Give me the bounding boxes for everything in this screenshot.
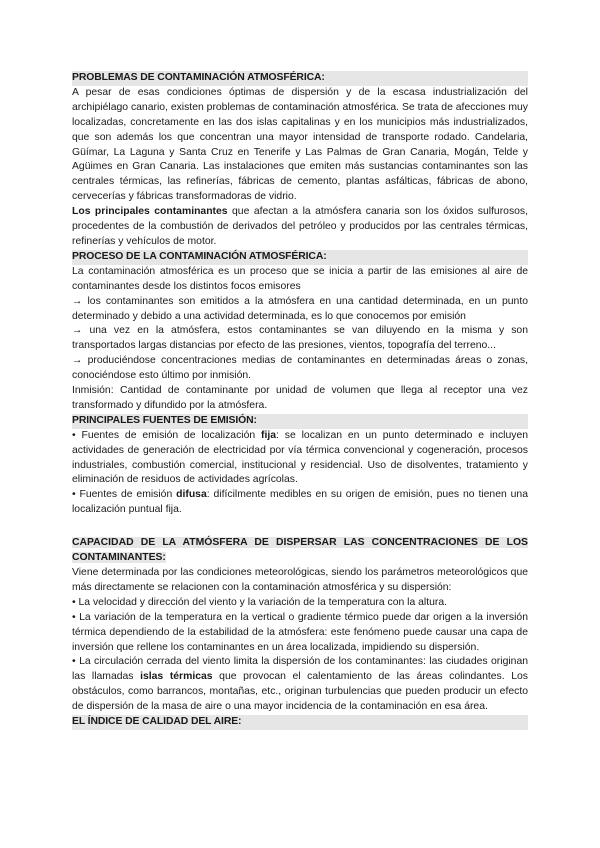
paragraph-inmision-step: → produciéndose concentraciones medias de contaminantes en determinadas áreas o zonas, conociéndose esto último por inmisión. (72, 355, 528, 382)
text-difusa-post: : difícilmente medibles en su origen de emisión, pues no tienen una localización puntual fija. (72, 489, 528, 516)
list-item-fuente-difusa (72, 488, 528, 518)
bold-islas-termicas: islas térmicas (140, 671, 213, 683)
heading-capacidad-wrapper (72, 536, 528, 566)
section-spacer (72, 518, 528, 536)
heading-capacidad: CAPACIDAD DE LA ATMÓSFERA DE DISPERSAR LAS CONCENTRACIONES DE LOS CONTAMINANTES: (72, 537, 528, 564)
text-fija-post: : se localizan en un punto determinado e incluyen actividades de generación de electricidad por vía térmica convencional y cogeneración, procesos industriales, combustión comercial, institucional y residencial. Uso de disolventes, tratamiento y eliminación de residuos de actividades agrícolas. (72, 429, 528, 486)
paragraph-emision-step: → los contaminantes son emitidos a la atmósfera en una cantidad determinada, en un punto determinado y debido a una actividad determinada, es lo que conocemos por emisión (72, 295, 528, 322)
list-item-circulacion (72, 655, 528, 715)
heading-problemas: PROBLEMAS DE CONTAMINACIÓN ATMOSFÉRICA: (72, 71, 528, 86)
list-item-gradiente: • La variación de la temperatura en la vertical o gradiente térmico puede dar origen a la inversión térmica dependiendo de la estabilidad de la atmósfera: este fenómeno puede causar una capa de inversión que rellene los contaminantes en un área localizada, impidiendo su dispersión. (72, 611, 528, 653)
text-circulacion-pre: • La circulación cerrada del viento limita la dispersión de los contaminantes: las ciudades originan las llamadas (72, 656, 528, 683)
text-contaminantes-rest: que afectan a la atmósfera canaria son los óxidos sulfurosos, procedentes de la combustión de derivados del petróleo y producidos por las centrales térmicas, refinerías y vehículos de motor. (72, 206, 529, 247)
list-item-fuente-fija (72, 429, 528, 489)
text-difusa-pre: • Fuentes de emisión (72, 489, 177, 501)
paragraph-problemas: A pesar de esas condiciones óptimas de dispersión y de la escasa industrialización del archipiélago canario, existen problemas de contaminación atmosférica. Se trata de afecciones muy localizadas, concretamente en las dos islas capitalinas y en los municipios más industrializados, que son además los que concentran una mayor intensidad de transporte rodado. Candelaria, Güímar, La Laguna y Santa Cruz en Tenerife y Las Palmas de Gran Canaria, Mogán, Telde y Agüimes en Gran Canaria. Las instalaciones que emiten más sustancias contaminantes son las centrales térmicas, las refinerías, fábricas de cemento, plantas asfálticas, fábricas de abono, cervecerías y fábricas transformadoras de vidrio. (72, 86, 528, 203)
list-item-viento: • La velocidad y dirección del viento y la variación de la temperatura con la altura. (72, 596, 448, 608)
paragraph-inmision-definition: Inmisión: Cantidad de contaminante por unidad de volumen que llega al receptor una vez transformado y difundido por la atmósfera. (72, 385, 528, 411)
heading-indice-calidad: EL ÍNDICE DE CALIDAD DEL AIRE: (72, 715, 528, 730)
paragraph-capacidad-intro: Viene determinada por las condiciones meteorológicas, siendo los parámetros meteorológicos que más directamente se relacionen con la contaminación atmosférica y su dispersión: (72, 567, 528, 593)
paragraph-contaminantes (72, 205, 528, 250)
heading-proceso: PROCESO DE LA CONTAMINACIÓN ATMOSFÉRICA: (72, 250, 528, 265)
bold-difusa: difusa (176, 489, 207, 501)
text-fija-pre: • Fuentes de emisión de localización (72, 429, 261, 441)
bold-principales-contaminantes: Los principales contaminantes (72, 206, 228, 218)
heading-fuentes: PRINCIPALES FUENTES DE EMISIÓN: (72, 414, 528, 429)
bold-fija: fija (261, 429, 277, 441)
paragraph-transporte-step: → una vez en la atmósfera, estos contaminantes se van diluyendo en la misma y son transportados largas distancias por efecto de las presiones, vientos, topografía del terreno... (72, 325, 528, 352)
paragraph-proceso-intro: La contaminación atmosférica es un proceso que se inicia a partir de las emisiones al aire de contaminantes desde los distintos focos emisores (72, 265, 528, 292)
text-circulacion-post: que provocan el calentamiento de las áreas colindantes. Los obstáculos, como barrancos, montañas, etc., originan turbulencias que pueden producir un efecto de dispersión de la masa de aire o una mayor incidencia de la contaminación en esa área. (72, 671, 528, 713)
document-page (72, 71, 528, 730)
